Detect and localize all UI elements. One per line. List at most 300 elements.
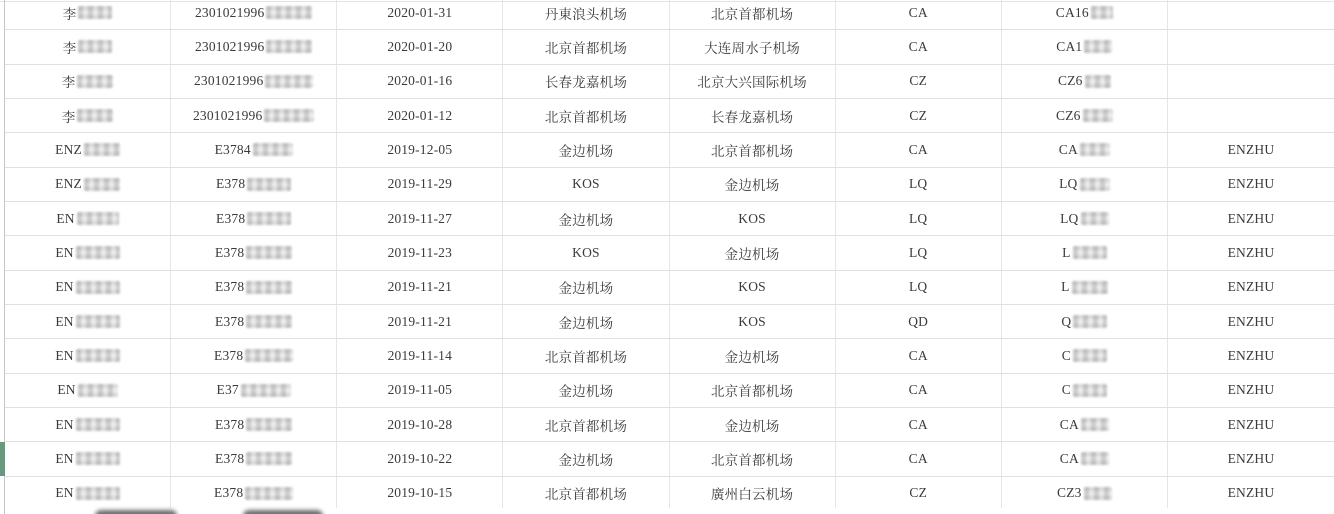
redacted-mosaic — [1084, 40, 1112, 53]
flight-number-cell[interactable] — [1002, 202, 1168, 235]
passenger-name-cell[interactable] — [5, 202, 171, 235]
cell-text: E378 — [215, 313, 245, 329]
flight-number-cell[interactable] — [1002, 30, 1168, 63]
flight-date-cell[interactable] — [337, 168, 503, 201]
arrival-airport-cell[interactable] — [670, 202, 836, 235]
cell-text: KOS — [572, 176, 600, 192]
passenger-pinyin-cell[interactable] — [1168, 374, 1334, 407]
spreadsheet-grid — [5, 0, 1334, 511]
passenger-name-cell[interactable] — [5, 65, 171, 98]
redacted-mosaic — [84, 178, 120, 191]
redacted-mosaic — [246, 281, 292, 294]
airline-code-cell[interactable] — [836, 0, 1002, 29]
cell-text: EN — [55, 313, 74, 329]
redacted-mosaic — [1081, 212, 1109, 225]
cell-text: L — [1061, 279, 1070, 295]
redacted-mosaic — [77, 109, 113, 122]
redacted-blob — [243, 510, 323, 514]
grid-line-top — [0, 1, 1334, 2]
flight-date-cell[interactable] — [337, 202, 503, 235]
airline-code-cell[interactable] — [836, 271, 1002, 304]
flight-date-cell[interactable] — [337, 271, 503, 304]
cell-text: EN — [55, 485, 74, 501]
cell-text: LQ — [908, 176, 928, 192]
table-row — [5, 30, 1334, 64]
airline-code-cell[interactable] — [836, 65, 1002, 98]
cell-text: 金边机场 — [558, 143, 614, 159]
table-row — [5, 408, 1334, 442]
cell-text: ENZHU — [1227, 416, 1275, 432]
flight-number-cell[interactable] — [1002, 408, 1168, 441]
flight-date-cell[interactable] — [337, 99, 503, 132]
arrival-airport-cell[interactable] — [670, 374, 836, 407]
redacted-mosaic — [241, 384, 291, 397]
arrival-airport-cell[interactable] — [670, 99, 836, 132]
flight-number-cell[interactable] — [1002, 236, 1168, 269]
cell-text: 北京首都机场 — [710, 143, 794, 159]
cell-text: 2019-10-22 — [387, 450, 453, 466]
table-row — [5, 236, 1334, 270]
cell-text: ENZHU — [1227, 244, 1275, 260]
cell-text: ENZHU — [1227, 313, 1275, 329]
cell-text: 金边机场 — [724, 418, 780, 434]
cell-text: LQ — [908, 244, 928, 260]
departure-airport-cell[interactable] — [503, 65, 669, 98]
cell-text: 金边机场 — [558, 281, 614, 297]
passenger-pinyin-cell[interactable] — [1168, 99, 1334, 132]
cell-text: KOS — [738, 279, 766, 295]
airline-code-cell[interactable] — [836, 477, 1002, 510]
airline-code-cell[interactable] — [836, 133, 1002, 166]
passenger-name-cell[interactable] — [5, 374, 171, 407]
cell-text: 2019-10-28 — [387, 416, 453, 432]
cell-text: CA — [1058, 141, 1078, 157]
airline-code-cell[interactable] — [836, 236, 1002, 269]
partial-bottom-row — [0, 508, 1334, 514]
cell-text: 2020-01-20 — [387, 38, 453, 54]
redacted-mosaic — [246, 418, 292, 431]
redacted-mosaic — [78, 40, 112, 53]
redacted-mosaic — [78, 384, 118, 397]
flight-number-cell[interactable] — [1002, 99, 1168, 132]
cell-text: KOS — [572, 244, 600, 260]
departure-airport-cell[interactable] — [503, 339, 669, 372]
table-row — [5, 339, 1334, 373]
table-row — [5, 477, 1334, 511]
cell-text: 长春龙嘉机场 — [710, 109, 794, 125]
cell-text: L — [1062, 244, 1071, 260]
cell-text: 北京首都机场 — [710, 384, 794, 400]
passenger-pinyin-cell[interactable] — [1168, 168, 1334, 201]
cell-text: CA1 — [1056, 38, 1083, 54]
cell-text: E378 — [216, 176, 246, 192]
table-row — [5, 0, 1334, 30]
cell-text: CA — [908, 416, 928, 432]
cell-text: 2019-11-14 — [387, 347, 453, 363]
cell-text: KOS — [738, 313, 766, 329]
cell-text: 2019-11-05 — [387, 382, 453, 398]
airline-code-cell[interactable] — [836, 168, 1002, 201]
cell-text: 长春龙嘉机场 — [544, 75, 628, 91]
table-row — [5, 271, 1334, 305]
cell-text: ENZHU — [1227, 450, 1275, 466]
cell-text: ENZ — [55, 141, 82, 157]
passenger-pinyin-cell[interactable] — [1168, 442, 1334, 475]
passenger-pinyin-cell[interactable] — [1168, 236, 1334, 269]
cell-text: 金边机场 — [724, 349, 780, 365]
flight-date-cell[interactable] — [337, 374, 503, 407]
redacted-mosaic — [1081, 452, 1109, 465]
cell-text: E3784 — [214, 141, 251, 157]
arrival-airport-cell[interactable] — [670, 236, 836, 269]
document-number-cell[interactable] — [171, 442, 337, 475]
table-row — [5, 305, 1334, 339]
cell-text: ENZHU — [1227, 382, 1275, 398]
passenger-pinyin-cell[interactable] — [1168, 408, 1334, 441]
cell-text: CA — [1059, 416, 1079, 432]
table-row — [5, 374, 1334, 408]
redacted-mosaic — [1080, 143, 1110, 156]
cell-text: 李 — [61, 75, 76, 91]
airline-code-cell[interactable] — [836, 442, 1002, 475]
cell-text: 2020-01-12 — [387, 107, 453, 123]
cell-text: 金边机场 — [724, 178, 780, 194]
passenger-name-cell[interactable] — [5, 133, 171, 166]
passenger-name-cell[interactable] — [5, 30, 171, 63]
cell-text: 丹東浪头机场 — [544, 6, 628, 22]
flight-date-cell[interactable] — [337, 408, 503, 441]
cell-text: 2019-10-15 — [387, 485, 453, 501]
airline-code-cell[interactable] — [836, 339, 1002, 372]
passenger-name-cell[interactable] — [5, 271, 171, 304]
arrival-airport-cell[interactable] — [670, 477, 836, 510]
passenger-pinyin-cell[interactable] — [1168, 271, 1334, 304]
arrival-airport-cell[interactable] — [670, 339, 836, 372]
redacted-mosaic — [1085, 75, 1111, 88]
document-number-cell[interactable] — [171, 236, 337, 269]
cell-text: 2019-11-23 — [387, 244, 453, 260]
flight-number-cell[interactable] — [1002, 168, 1168, 201]
document-number-cell[interactable] — [171, 408, 337, 441]
cell-text: CA16 — [1055, 4, 1089, 20]
airline-code-cell[interactable] — [836, 305, 1002, 338]
arrival-airport-cell[interactable] — [670, 408, 836, 441]
cell-text: CZ6 — [1058, 73, 1083, 89]
cell-text: CA — [908, 347, 928, 363]
cell-text: LQ — [908, 279, 928, 295]
redacted-mosaic — [78, 6, 112, 19]
redacted-mosaic — [76, 281, 120, 294]
flight-date-cell[interactable] — [337, 236, 503, 269]
cell-text: 北京首都机场 — [544, 418, 628, 434]
flight-number-cell[interactable] — [1002, 374, 1168, 407]
document-number-cell[interactable] — [171, 202, 337, 235]
redacted-mosaic — [1073, 246, 1107, 259]
redacted-mosaic — [76, 452, 120, 465]
cell-text: 北京首都机场 — [544, 349, 628, 365]
redacted-mosaic — [77, 75, 113, 88]
passenger-name-cell[interactable] — [5, 305, 171, 338]
departure-airport-cell[interactable] — [503, 236, 669, 269]
redacted-mosaic — [246, 246, 292, 259]
cell-text: CA — [908, 141, 928, 157]
departure-airport-cell[interactable] — [503, 0, 669, 29]
cell-text: 2301021996 — [194, 38, 265, 54]
cell-text: 2301021996 — [192, 107, 263, 123]
cell-text: 2019-12-05 — [387, 141, 453, 157]
cell-text: 北京首都机场 — [544, 487, 628, 503]
document-number-cell[interactable] — [171, 65, 337, 98]
cell-text: E378 — [214, 347, 244, 363]
redacted-mosaic — [266, 40, 312, 53]
redacted-mosaic — [245, 487, 293, 500]
cell-text: E378 — [216, 210, 246, 226]
arrival-airport-cell[interactable] — [670, 305, 836, 338]
table-row — [5, 65, 1334, 99]
cell-text: KOS — [738, 210, 766, 226]
flight-number-cell[interactable] — [1002, 339, 1168, 372]
cell-text: EN — [56, 210, 75, 226]
cell-text: 北京大兴国际机场 — [697, 75, 807, 91]
flight-date-cell[interactable] — [337, 339, 503, 372]
flight-number-cell[interactable] — [1002, 305, 1168, 338]
passenger-pinyin-cell[interactable] — [1168, 339, 1334, 372]
redacted-mosaic — [1072, 281, 1108, 294]
cell-text: 金边机场 — [724, 246, 780, 262]
active-row-indicator — [0, 442, 5, 476]
departure-airport-cell[interactable] — [503, 408, 669, 441]
document-number-cell[interactable] — [171, 168, 337, 201]
redacted-mosaic — [266, 6, 312, 19]
cell-text: CA — [908, 450, 928, 466]
departure-airport-cell[interactable] — [503, 305, 669, 338]
cell-text: 北京首都机场 — [544, 40, 628, 56]
redacted-blob — [95, 510, 177, 514]
cell-text: ENZHU — [1227, 347, 1275, 363]
flight-number-cell[interactable] — [1002, 442, 1168, 475]
airline-code-cell[interactable] — [836, 202, 1002, 235]
document-number-cell[interactable] — [171, 133, 337, 166]
grid-line-left — [4, 0, 5, 514]
flight-date-cell[interactable] — [337, 65, 503, 98]
departure-airport-cell[interactable] — [503, 133, 669, 166]
redacted-mosaic — [1073, 384, 1107, 397]
cell-text: 金边机场 — [558, 384, 614, 400]
cell-text: CA — [908, 38, 928, 54]
redacted-mosaic — [1073, 315, 1107, 328]
cell-text: EN — [55, 244, 74, 260]
arrival-airport-cell[interactable] — [670, 0, 836, 29]
arrival-airport-cell[interactable] — [670, 168, 836, 201]
cell-text: ENZHU — [1227, 176, 1275, 192]
cell-text: 2020-01-31 — [387, 4, 453, 20]
cell-text: ENZHU — [1227, 210, 1275, 226]
cell-text: 北京首都机场 — [710, 6, 794, 22]
airline-code-cell[interactable] — [836, 99, 1002, 132]
cell-text: LQ — [1059, 176, 1078, 192]
table-row — [5, 202, 1334, 236]
cell-text: CZ — [909, 73, 928, 89]
redacted-mosaic — [245, 349, 293, 362]
document-number-cell[interactable] — [171, 99, 337, 132]
passenger-pinyin-cell[interactable] — [1168, 0, 1334, 29]
cell-text: ENZ — [55, 176, 82, 192]
departure-airport-cell[interactable] — [503, 202, 669, 235]
redacted-mosaic — [76, 315, 120, 328]
passenger-name-cell[interactable] — [5, 477, 171, 510]
cell-text: 2019-11-29 — [387, 176, 453, 192]
redacted-mosaic — [265, 75, 313, 88]
redacted-mosaic — [77, 212, 119, 225]
passenger-name-cell[interactable] — [5, 442, 171, 475]
cell-text: LQ — [1060, 210, 1079, 226]
redacted-mosaic — [247, 212, 291, 225]
flight-number-cell[interactable] — [1002, 133, 1168, 166]
cell-text: EN — [55, 279, 74, 295]
flight-number-cell[interactable] — [1002, 271, 1168, 304]
flight-date-cell[interactable] — [337, 0, 503, 29]
airline-code-cell[interactable] — [836, 374, 1002, 407]
cell-text: E378 — [215, 450, 245, 466]
passenger-pinyin-cell[interactable] — [1168, 65, 1334, 98]
redacted-mosaic — [264, 109, 314, 122]
arrival-airport-cell[interactable] — [670, 30, 836, 63]
cell-text: ENZHU — [1227, 141, 1275, 157]
cell-text: 李 — [62, 40, 77, 56]
cell-text: EN — [57, 382, 76, 398]
document-number-cell[interactable] — [171, 0, 337, 29]
redacted-mosaic — [246, 315, 292, 328]
arrival-airport-cell[interactable] — [670, 442, 836, 475]
cell-text: E378 — [215, 244, 245, 260]
passenger-name-cell[interactable] — [5, 168, 171, 201]
passenger-name-cell[interactable] — [5, 408, 171, 441]
document-number-cell[interactable] — [171, 30, 337, 63]
redacted-mosaic — [84, 143, 120, 156]
redacted-mosaic — [1073, 349, 1107, 362]
cell-text: ENZHU — [1227, 485, 1275, 501]
redacted-mosaic — [76, 246, 120, 259]
cell-text: E37 — [216, 382, 239, 398]
passenger-name-cell[interactable] — [5, 236, 171, 269]
redacted-mosaic — [247, 178, 291, 191]
departure-airport-cell[interactable] — [503, 442, 669, 475]
flight-number-cell[interactable] — [1002, 477, 1168, 510]
redacted-mosaic — [1084, 487, 1112, 500]
document-number-cell[interactable] — [171, 477, 337, 510]
passenger-pinyin-cell[interactable] — [1168, 477, 1334, 510]
cell-text: CA — [908, 4, 928, 20]
cell-text: E378 — [215, 279, 245, 295]
table-row — [5, 133, 1334, 167]
cell-text: CZ — [909, 107, 928, 123]
document-number-cell[interactable] — [171, 305, 337, 338]
redacted-mosaic — [76, 349, 120, 362]
cell-text: 2301021996 — [194, 4, 265, 20]
arrival-airport-cell[interactable] — [670, 271, 836, 304]
departure-airport-cell[interactable] — [503, 30, 669, 63]
redacted-mosaic — [76, 418, 120, 431]
document-number-cell[interactable] — [171, 374, 337, 407]
passenger-pinyin-cell[interactable] — [1168, 133, 1334, 166]
departure-airport-cell[interactable] — [503, 99, 669, 132]
redacted-mosaic — [76, 487, 120, 500]
document-number-cell[interactable] — [171, 271, 337, 304]
departure-airport-cell[interactable] — [503, 271, 669, 304]
cell-text: EN — [55, 450, 74, 466]
arrival-airport-cell[interactable] — [670, 65, 836, 98]
cell-text: Q — [1061, 313, 1072, 329]
airline-code-cell[interactable] — [836, 408, 1002, 441]
cell-text: QD — [908, 313, 929, 329]
redacted-mosaic — [253, 143, 293, 156]
redacted-mosaic — [1091, 6, 1113, 19]
table-row — [5, 168, 1334, 202]
flight-date-cell[interactable] — [337, 477, 503, 510]
flight-date-cell[interactable] — [337, 442, 503, 475]
cell-text: E378 — [215, 416, 245, 432]
cell-text: 2019-11-27 — [387, 210, 453, 226]
cell-text: C — [1061, 382, 1071, 398]
cell-text: 李 — [62, 6, 77, 22]
cell-text: 金边机场 — [558, 315, 614, 331]
cell-text: 廣州白云机场 — [710, 487, 794, 503]
cell-text: 李 — [61, 109, 76, 125]
cell-text: EN — [55, 416, 74, 432]
cell-text: CA — [1059, 450, 1079, 466]
passenger-name-cell[interactable] — [5, 0, 171, 29]
flight-date-cell[interactable] — [337, 305, 503, 338]
cell-text: ENZHU — [1227, 279, 1275, 295]
departure-airport-cell[interactable] — [503, 477, 669, 510]
cell-text: LQ — [908, 210, 928, 226]
cell-text: 2020-01-16 — [387, 73, 453, 89]
cell-text: EN — [55, 347, 74, 363]
redacted-mosaic — [1081, 418, 1109, 431]
departure-airport-cell[interactable] — [503, 168, 669, 201]
flight-number-cell[interactable] — [1002, 0, 1168, 29]
cell-text: CA — [908, 382, 928, 398]
cell-text: C — [1061, 347, 1071, 363]
passenger-name-cell[interactable] — [5, 99, 171, 132]
flight-number-cell[interactable] — [1002, 65, 1168, 98]
cell-text: 2301021996 — [193, 73, 264, 89]
cell-text: 北京首都机场 — [710, 452, 794, 468]
document-number-cell[interactable] — [171, 339, 337, 372]
cell-text: 大连周水子机场 — [704, 40, 801, 56]
cell-text: CZ3 — [1057, 485, 1082, 501]
redacted-mosaic — [1083, 109, 1113, 122]
table-row — [5, 442, 1334, 476]
cell-text: 2019-11-21 — [387, 313, 453, 329]
departure-airport-cell[interactable] — [503, 374, 669, 407]
flight-date-cell[interactable] — [337, 30, 503, 63]
passenger-name-cell[interactable] — [5, 339, 171, 372]
passenger-pinyin-cell[interactable] — [1168, 202, 1334, 235]
passenger-pinyin-cell[interactable] — [1168, 305, 1334, 338]
redacted-mosaic — [1080, 178, 1110, 191]
cell-text: CZ — [909, 485, 928, 501]
cell-text: E378 — [214, 485, 244, 501]
redacted-mosaic — [246, 452, 292, 465]
flight-date-cell[interactable] — [337, 133, 503, 166]
cell-text: 金边机场 — [558, 212, 614, 228]
passenger-pinyin-cell[interactable] — [1168, 30, 1334, 63]
cell-text: CZ6 — [1056, 107, 1081, 123]
cell-text: 2019-11-21 — [387, 279, 453, 295]
arrival-airport-cell[interactable] — [670, 133, 836, 166]
airline-code-cell[interactable] — [836, 30, 1002, 63]
